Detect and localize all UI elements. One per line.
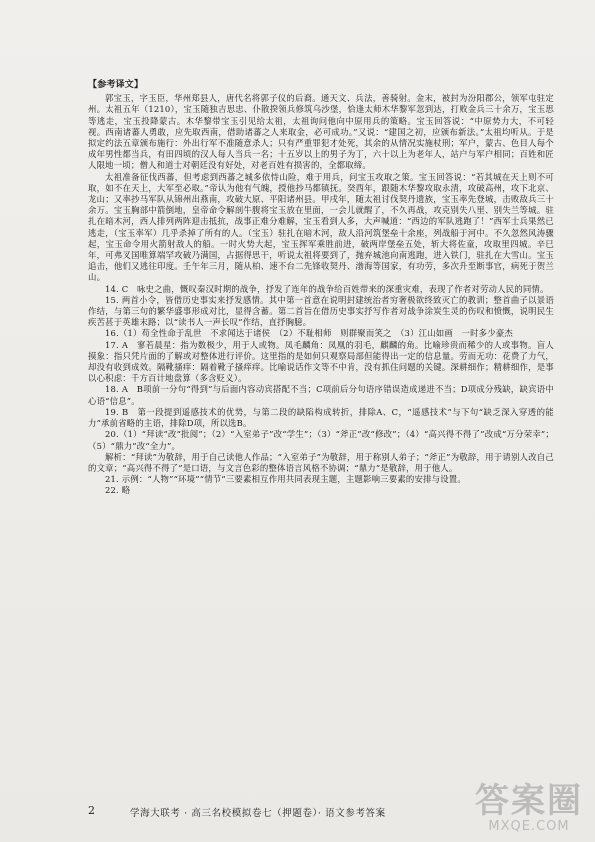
answer-item: 21. 示例：“人物”“环境”“情节”三要素相互作用共同表现主题，主题影响三要素的安排与设置。	[105, 474, 466, 485]
translation-paragraph: 太祖准备征伐西蕃，但考虑到西蕃之城多依恃山险，难于用兵，问宝玉攻取之策。宝玉回答说：“若其城在天上则不可取，如不在天上，大军至必取。”帝认为他有气魄，授他抄马都镇抚。癸酉年，跟随木华黎攻取永清，攻破高州，攻下北京、龙山；又率抄马军队从锦州出燕南，攻破大原、平阳诸州县。甲戌年，随太祖讨伐契丹遗族，宝玉率先登城，击败敌兵三十余万。宝玉胸部中箭倒地，皇帝命令解剖牛腹将宝玉放在里面，一会儿就醒了，不久再战，攻克别失八里、别失兰等城。驻扎在暗木河，西人排列两阵迎击抵抗，战事正难分难解，宝玉看到人多，大声喊道：“西边的军队逃跑了！”西军士兵果然已逃走，（宝玉率军）几乎杀掉了所有的人。（宝玉）驻扎在暗木河，敌人沿河筑堡垒十余座，列战船于河中。不久忽然风涛骤起，宝玉命令用火箭射敌人的船。一时火势大起，宝玉挥军乘胜前进，破两岸堡垒五处，斩大将佐童，攻取里四城。辛巳年，可弗叉国唯算端罕攻破乃满国，占据得思干，听说太祖将要到了，抛弃城池向南逃跑，进入铁门，驻扎在大雪山。宝玉追击，他们又逃往印度。壬午年三月，随从柏、速不台二先锋收契丹、渤海等国家，有功劳，多次升至断事官，病死于贺兰山。	[88, 171, 554, 283]
watermark-title: 答案圈	[475, 781, 583, 821]
page-footer: 学海大联考 · 高三名校模拟卷七（押题卷）· 语文参考答案	[130, 808, 386, 819]
answer-item: 17. A 寥若晨星：指为数极少，用于人或物。凤毛麟角：凤凰的羽毛，麒麟的角。比喻珍贵而稀少的人或事物。盲人摸象：指只凭片面的了解或对整体进行评价。这里指的是如何只观察局部但能得出一定的信息量。劳而无功：花费了力气，却没有收到成效。隔靴搔痒：隔着靴子搔痒痒。比喻说话作文等不中肯，没有抓住问题的关键。深耕细作；精耕细作，是事以心积虑：千方百计地盘算（多含贬义）。	[88, 339, 554, 384]
answer-item: 14. C 咏史之曲，慨叹秦汉时期的战争，抒发了连年的战争给百姓带来的深重灾难，表现了作者对劳动人民的同情。	[105, 283, 549, 294]
watermark-logo	[475, 783, 583, 834]
watermark-url: MXQE.COM	[488, 819, 570, 834]
answer-item: 16.（1）苟全性命于乱世 不求闻达于诸侯 （2）不耻相师 则群聚而笑之 （3）江山如画 一时多少豪杰	[105, 328, 513, 339]
answer-item: 20.（1）“拜读”改“批阅”；（2）“入室弟子”改“学生”；（3）“斧正”改“修改”；（4）“高兴得不得了”改成“万分荣幸”；（5）“鼎力”改“全力”。	[88, 429, 554, 451]
answer-item: 15. 两首小令，皆借历史事实来抒发感情。其中第一首意在说明封建统治者穷奢极欲终致灭亡的教训；整首曲子以景语作结，与第三句的繁华盛事形成对比，显得含蓄。第二首旨在借历史事实抒写作者对战争涂炭生灵的伤叹和愤慨，说明民生疾苦甚于英雄末路；以“读书人一声长叹”作结，直抒胸臆。	[88, 294, 554, 328]
answer-item: 22. 略	[105, 485, 131, 496]
translation-paragraph: 郭宝玉，字玉臣，华州郑县人，唐代名将郭子仪的后裔。通天文、兵法，善骑射。金末，被封为汾阳郡公，领军屯驻定州。太祖五年（1210），宝玉随独吉思忠、仆散揆领兵修筑乌沙堡，恰逢太师木华黎军忽到达，打败金兵三十余万，宝玉思等逃走，宝玉投降蒙古。木华黎带宝玉引见给太祖，太祖询问他向中原用兵的策略。宝玉回答说：“中原势力大，不可轻视。西南诸蕃人勇敢，应先取西南，借助诸蕃之人来取金，必可成功。”又说：“建国之初，应颁布新法。”太祖均听从。于是拟定约法五章颁布施行：外出行军不准随意杀人；只有严重罪犯才处死，其余的从情况实施杖刑；军户，蒙古、色目人每个成年男性都当兵，有田四顷的汉人每人当兵一名；十五岁以上的男子为丁，六十以上为老年人，站户与军户相同；百姓和匠人限地一顷；僧人和道士对朝廷没有好处，对老百姓有损害的，全都取缔。	[88, 93, 554, 171]
section-heading: 【参考译文】	[88, 80, 144, 90]
page-content	[88, 80, 554, 497]
page-number: 2	[88, 804, 95, 817]
answer-item: 18. A B项前一分句“得到”与后面内容动宾搭配不当；C项前后分句语序错误造成递进不当；D项成分残缺，缺宾语中心语“信息”。	[88, 384, 554, 406]
answer-item: 19. B 第一段提到遥感技术的优势，与第二段的缺陷构成转折，排除A、C，“遥感技术”与下句“缺乏深入穿透的能力”承前省略的主语，排除D项，所以选B。	[88, 406, 554, 429]
answer-item: 解析：“拜读”为敬辞，用于自己读他人作品；“入室弟子”为敬辞，用于称别人弟子；“斧正”为敬辞，用于请别人改自己的文章；“高兴得不得了”是口语，与文言色彩的整体语言风格不协调；“鼎力”是敬辞，用于他人。	[88, 451, 554, 473]
answers-body	[88, 284, 554, 497]
translation-body	[88, 93, 554, 283]
